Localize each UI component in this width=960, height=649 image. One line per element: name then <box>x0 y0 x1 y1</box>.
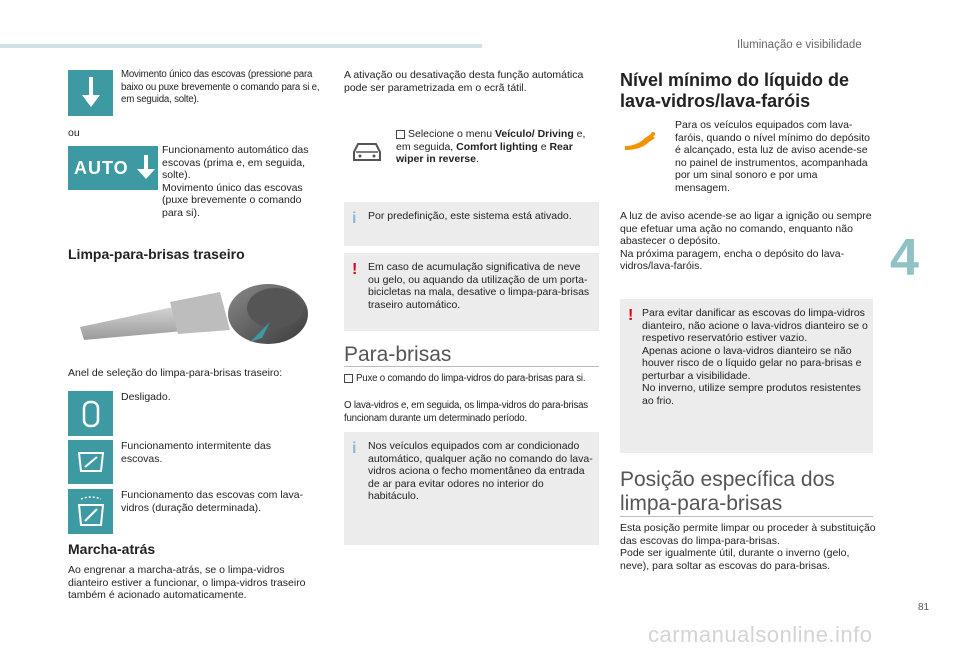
windshield-heading: Para-brisas <box>344 343 452 366</box>
page-number: 81 <box>918 602 930 613</box>
warning-icon: ! <box>352 261 358 278</box>
warning-icon: ! <box>628 307 634 324</box>
menu-text-1: Selecione o menu <box>408 128 495 140</box>
info-box-default <box>344 202 599 246</box>
warning-box-fluid <box>620 299 873 453</box>
auto-wipe-icon <box>68 146 158 190</box>
warning-snow-text: Em caso de acumulação significativa de neve ou gelo, ou aquando da utilização de um porta-bicicletas na mala, desative o limpa-para-brisas traseiro automático. <box>368 261 590 311</box>
auto-text: Funcionamento automático das escovas (prima e, em seguida, solte). Movimento único das escovas (puxe brevemente o comando para si). <box>162 144 309 219</box>
bullet-checkbox-icon <box>344 374 353 383</box>
car-settings-icon <box>350 138 384 164</box>
info-default-text: Por predefinição, este sistema está ativado. <box>368 210 572 222</box>
info-icon: i <box>352 440 357 457</box>
rear-washer-icon <box>68 489 113 534</box>
arrow-down-icon <box>68 70 113 116</box>
ring-item-washer-text: Funcionamento das escovas com lava-vidros (duração determinada). <box>121 489 304 514</box>
ring-item-intermittent-text: Funcionamento intermitente das escovas. <box>121 440 271 465</box>
menu-comfort-lighting: Comfort lighting <box>456 140 538 153</box>
washer-fluid-warning-icon <box>623 130 659 152</box>
info-box-ac <box>344 432 599 545</box>
washer-text: O lava-vidros e, em seguida, os limpa-vidros do para-brisas funcionam durante um determinado período. <box>344 400 588 424</box>
info-icon: i <box>352 210 357 227</box>
position-heading: Posição específica dos limpa-para-brisas <box>620 468 835 515</box>
menu-text-2: e, em seguida, <box>396 128 586 153</box>
menu-instruction <box>396 128 596 166</box>
chapter-number: 4 <box>890 229 919 287</box>
off-icon <box>68 391 113 436</box>
fluid-heading: Nível mínimo do líquido de lava-vidros/lava-faróis <box>620 70 850 111</box>
watermark: carmanualsonline.info <box>648 622 873 647</box>
heading-rule <box>344 366 599 367</box>
info-ac-text: Nos veículos equipados com ar condicionado automático, qualquer ação no comando do lava-vidros aciona o fecho momentâneo da entrada de ar para evitar odores no interior do habitáculo. <box>368 440 593 502</box>
fluid-intro-text: Para os veículos equipados com lava-faróis, quando o nível mínimo do depósito é alcançado, esta luz de aviso acende-se no painel de instrumentos, acompanhada por um sinal sonoro e por uma mensagem. <box>675 119 870 194</box>
position-text: Esta posição permite limpar ou proceder à substituição das escovas do limpa-para-brisas. Pode ser igualmente útil, durante o inverno (gelo, neve), para soltar as escovas do para-brisas. <box>620 522 876 572</box>
or-label: ou <box>68 127 80 139</box>
menu-text-4: . <box>475 153 479 165</box>
menu-vehicle: Veículo/ Driving <box>494 128 574 140</box>
activation-text: A ativação ou desativação desta função automática pode ser parametrizada em o ecrã tátil. <box>344 69 584 94</box>
washer-bullet-text: Puxe o comando do limpa-vidros do para-brisas para si. <box>356 373 586 384</box>
washer-bullet <box>344 373 596 386</box>
ring-label: Anel de seleção do limpa-para-brisas traseiro: <box>68 367 283 379</box>
rear-wiper-icon <box>68 440 113 484</box>
section-title: Iluminação e visibilidade <box>737 39 862 51</box>
rear-wiper-heading: Limpa-para-brisas traseiro <box>68 246 245 262</box>
bullet-checkbox-icon <box>396 130 405 139</box>
header-rule <box>0 44 482 48</box>
warning-fluid-text: Para evitar danificar as escovas do limpa-vidros dianteiro, não acione o lava-vidros dianteiro se o respetivo reservatório estiver vazio. Apenas acione o lava-vidros dianteiro se não houver risco de o líquido gelar no para-brisas e perturbar a visibilidade. No inverno, utilize sempre produtos resistentes ao frio. <box>642 307 868 407</box>
reverse-text: Ao engrenar a marcha-atrás, se o limpa-vidros dianteiro estiver a funcionar, o limpa-vidros traseiro também é acionado automaticamente. <box>68 564 306 601</box>
menu-text-3: e <box>537 140 550 153</box>
single-wipe-text: Movimento único das escovas (pressione para baixo ou puxe brevemente o comando para si e, em seguida, solte). <box>121 69 320 105</box>
fluid-text: A luz de aviso acende-se ao ligar a ignição ou sempre que efetuar uma ação no comando, enquanto não abastecer o depósito. Na próxima paragem, encha o depósito do lava-vidros/lava-faróis. <box>620 210 872 272</box>
auto-label: AUTO <box>74 157 129 178</box>
menu-rear-wiper-reverse: Rear wiper in reverse <box>396 140 573 165</box>
ring-item-off-text: Desligado. <box>121 391 171 403</box>
wiper-stalk-illustration <box>70 272 320 352</box>
reverse-heading: Marcha-atrás <box>68 541 156 557</box>
heading-rule <box>620 516 873 517</box>
warning-box-snow <box>344 253 599 331</box>
